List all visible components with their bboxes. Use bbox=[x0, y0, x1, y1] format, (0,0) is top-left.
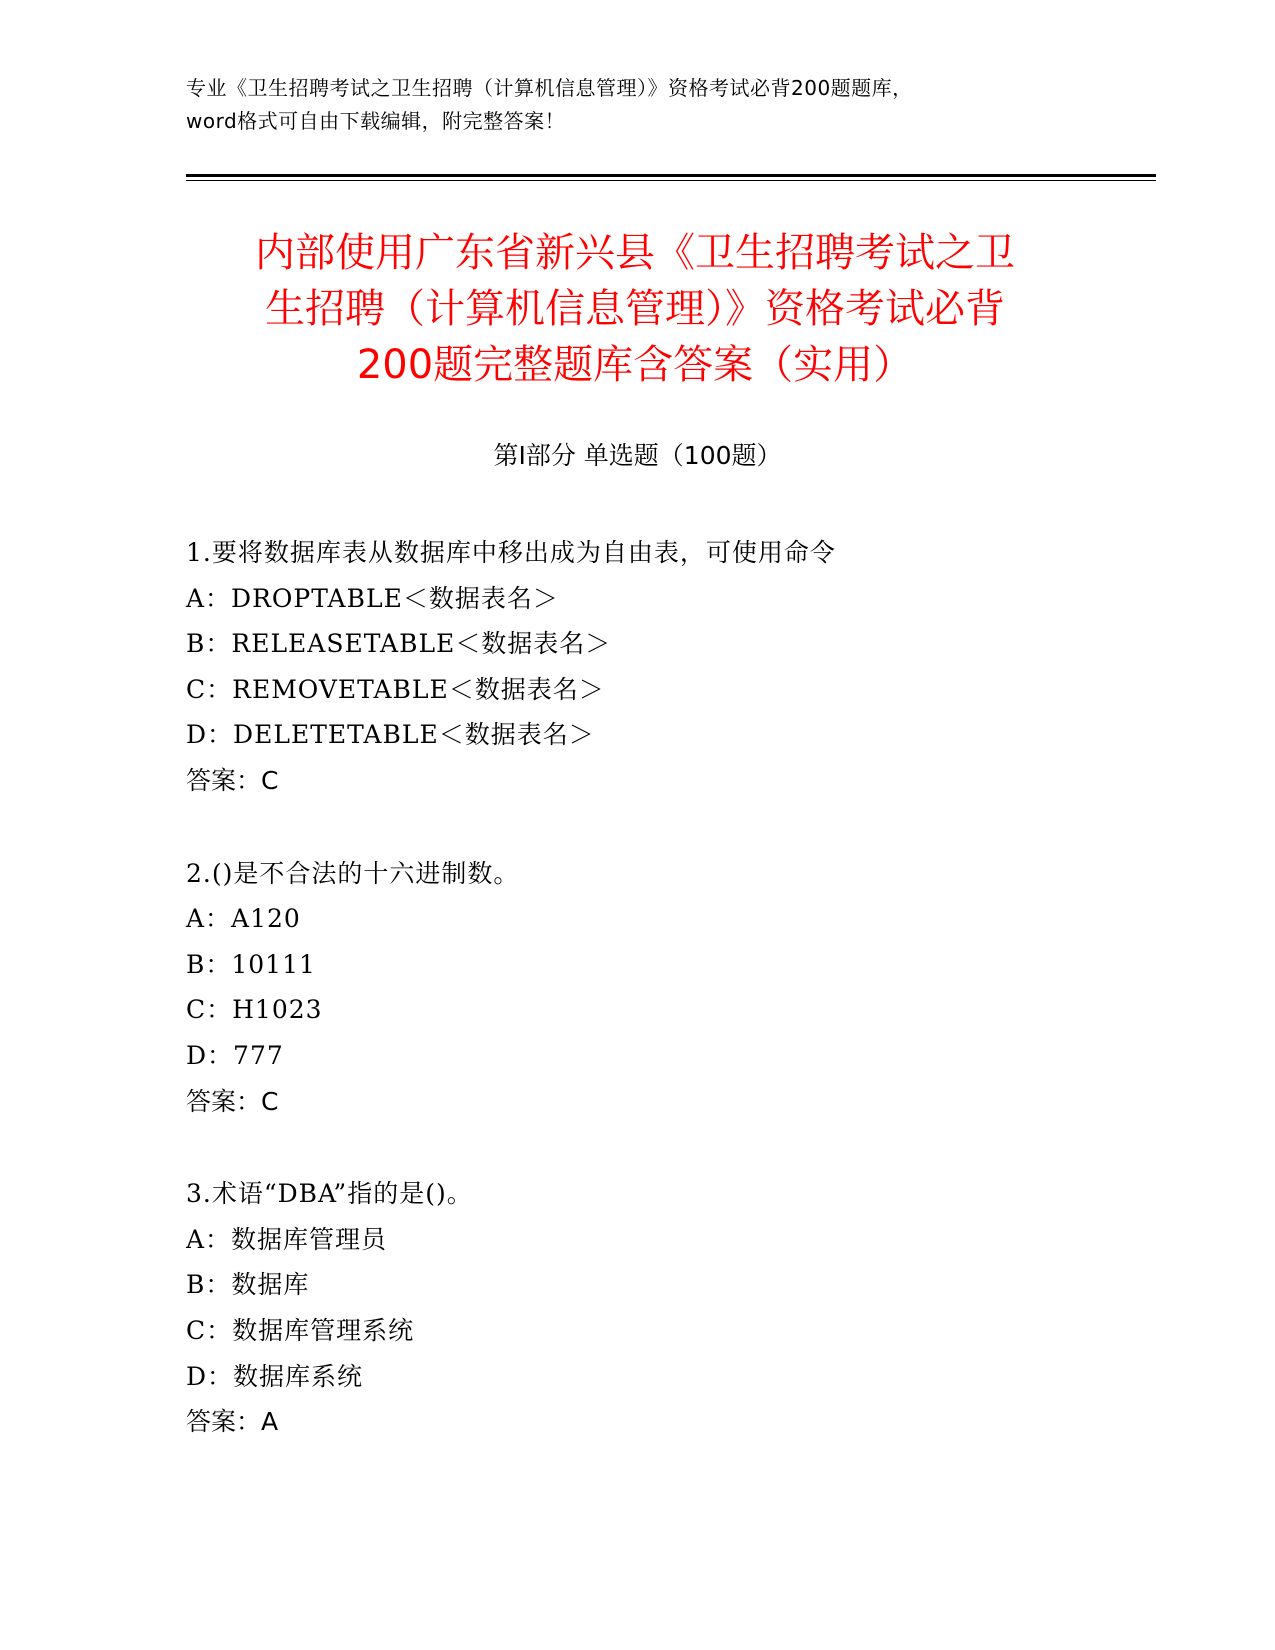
option-c: C：REMOVETABLE＜数据表名＞ bbox=[186, 674, 605, 704]
option-a: A：数据库管理员 bbox=[186, 1224, 388, 1254]
question-list bbox=[186, 530, 1136, 1492]
answer: 答案：A bbox=[186, 1407, 279, 1437]
question-1 bbox=[186, 530, 1136, 804]
document-title-line-1: 内部使用广东省新兴县《卫生招聘考试之卫 bbox=[255, 230, 1015, 276]
option-c: C：数据库管理系统 bbox=[186, 1315, 415, 1345]
question-2 bbox=[186, 851, 1136, 1125]
header-note-line-2: word格式可自由下载编辑，附完整答案！ bbox=[186, 109, 566, 133]
section-title: 第Ⅰ部分 单选题（100题） bbox=[493, 441, 782, 470]
option-d: D：数据库系统 bbox=[186, 1361, 364, 1391]
header-divider-thin bbox=[186, 180, 1156, 181]
question-3 bbox=[186, 1171, 1136, 1445]
header-note-line-1: 专业《卫生招聘考试之卫生招聘（计算机信息管理）》资格考试必背200题题库， bbox=[186, 76, 913, 100]
option-b: B：10111 bbox=[186, 949, 316, 979]
header-divider-thick bbox=[186, 174, 1156, 177]
option-b: B：RELEASETABLE＜数据表名＞ bbox=[186, 629, 612, 659]
document-title-line-2: 生招聘（计算机信息管理）》资格考试必背 bbox=[265, 286, 1005, 332]
document-title bbox=[160, 225, 1110, 393]
answer: 答案：C bbox=[186, 765, 279, 795]
document-title-line-3: 200题完整题库含答案（实用） bbox=[356, 342, 914, 388]
question-stem: 3.术语“DBA”指的是()。 bbox=[186, 1179, 473, 1209]
answer: 答案：C bbox=[186, 1086, 279, 1116]
header-note bbox=[186, 72, 1086, 138]
option-d: D：777 bbox=[186, 1040, 284, 1070]
option-a: A：DROPTABLE＜数据表名＞ bbox=[186, 583, 559, 613]
question-stem: 1.要将数据库表从数据库中移出成为自由表，可使用命令 bbox=[186, 538, 836, 567]
option-b: B：数据库 bbox=[186, 1270, 310, 1300]
option-a: A：A120 bbox=[186, 904, 301, 934]
question-stem: 2.()是不合法的十六进制数。 bbox=[186, 858, 520, 888]
option-d: D：DELETETABLE＜数据表名＞ bbox=[186, 720, 595, 750]
option-c: C：H1023 bbox=[186, 995, 323, 1025]
